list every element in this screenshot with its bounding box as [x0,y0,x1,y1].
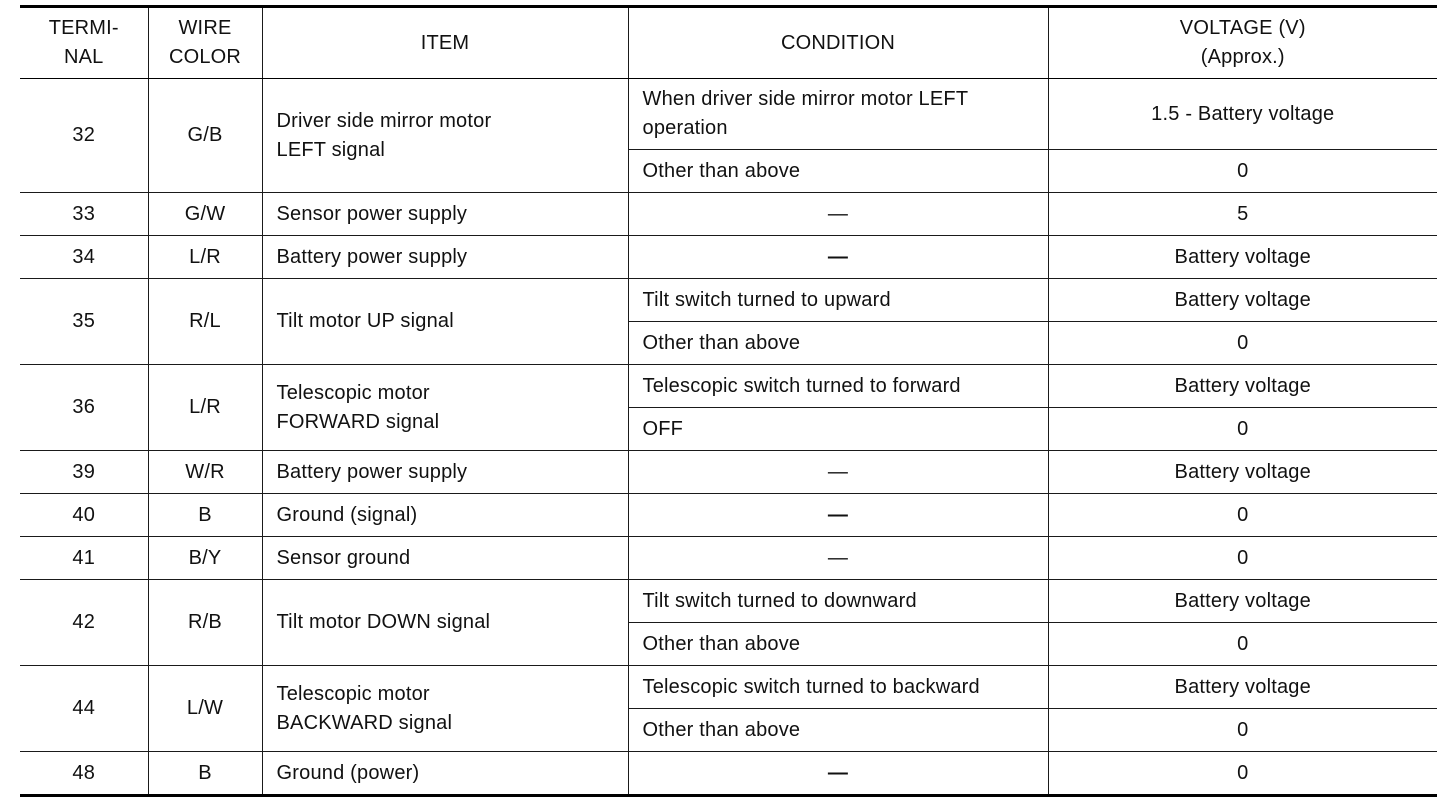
wire-color: L/R [148,365,262,451]
voltage-cell: 0 [1048,537,1437,580]
condition-cell: Telescopic switch turned to backward [628,666,1048,709]
voltage-cell: 0 [1048,752,1437,796]
terminal-number: 41 [20,537,148,580]
condition-cell: Tilt switch turned to upward [628,279,1048,322]
condition-cell: Tilt switch turned to downward [628,580,1048,623]
table-row [20,494,1437,537]
item-description: Battery power supply [262,451,628,494]
header-item: ITEM [262,7,628,79]
wire-color: R/B [148,580,262,666]
header-condition: CONDITION [628,7,1048,79]
table-row [20,666,1437,709]
table-row [20,236,1437,279]
table-header-row [20,7,1437,79]
condition-cell: — [628,494,1048,537]
condition-cell: Other than above [628,322,1048,365]
condition-cell: — [628,752,1048,796]
voltage-cell: Battery voltage [1048,279,1437,322]
table-row [20,752,1437,796]
voltage-cell: Battery voltage [1048,666,1437,709]
table-row [20,451,1437,494]
voltage-cell: Battery voltage [1048,236,1437,279]
table-row [20,193,1437,236]
header-voltage: VOLTAGE (V) (Approx.) [1048,7,1437,79]
voltage-cell: Battery voltage [1048,580,1437,623]
condition-cell: — [628,193,1048,236]
item-description: Driver side mirror motor LEFT signal [262,79,628,193]
voltage-cell: 0 [1048,150,1437,193]
item-description: Tilt motor DOWN signal [262,580,628,666]
voltage-cell: 1.5 - Battery voltage [1048,79,1437,150]
condition-cell: When driver side mirror motor LEFT operation [628,79,1048,150]
condition-cell: — [628,236,1048,279]
table-row [20,580,1437,623]
wire-color: W/R [148,451,262,494]
voltage-cell: 0 [1048,408,1437,451]
terminal-number: 35 [20,279,148,365]
item-description: Battery power supply [262,236,628,279]
voltage-cell: Battery voltage [1048,451,1437,494]
header-terminal: TERMI- NAL [20,7,148,79]
voltage-cell: 0 [1048,494,1437,537]
wire-color: L/R [148,236,262,279]
wire-color: B [148,752,262,796]
table-row [20,79,1437,150]
terminal-number: 36 [20,365,148,451]
voltage-cell: 0 [1048,709,1437,752]
voltage-cell: 0 [1048,623,1437,666]
wire-color: G/B [148,79,262,193]
item-description: Sensor power supply [262,193,628,236]
condition-cell: Telescopic switch turned to forward [628,365,1048,408]
item-description: Telescopic motor FORWARD signal [262,365,628,451]
table-row [20,279,1437,322]
terminal-number: 34 [20,236,148,279]
terminal-number: 39 [20,451,148,494]
item-description: Ground (power) [262,752,628,796]
voltage-cell: 5 [1048,193,1437,236]
terminal-number: 44 [20,666,148,752]
voltage-cell: 0 [1048,322,1437,365]
condition-cell: — [628,451,1048,494]
wire-color: B [148,494,262,537]
wire-color: B/Y [148,537,262,580]
item-description: Ground (signal) [262,494,628,537]
terminal-number: 42 [20,580,148,666]
condition-cell: Other than above [628,709,1048,752]
wire-color: G/W [148,193,262,236]
terminal-number: 48 [20,752,148,796]
item-description: Sensor ground [262,537,628,580]
item-description: Telescopic motor BACKWARD signal [262,666,628,752]
condition-cell: OFF [628,408,1048,451]
item-description: Tilt motor UP signal [262,279,628,365]
table-row [20,365,1437,408]
terminal-number: 33 [20,193,148,236]
terminal-number: 32 [20,79,148,193]
terminal-voltage-table [20,5,1437,797]
condition-cell: Other than above [628,623,1048,666]
condition-cell: Other than above [628,150,1048,193]
voltage-cell: Battery voltage [1048,365,1437,408]
header-wire-color: WIRE COLOR [148,7,262,79]
terminal-number: 40 [20,494,148,537]
wire-color: L/W [148,666,262,752]
wire-color: R/L [148,279,262,365]
table-row [20,537,1437,580]
condition-cell: — [628,537,1048,580]
